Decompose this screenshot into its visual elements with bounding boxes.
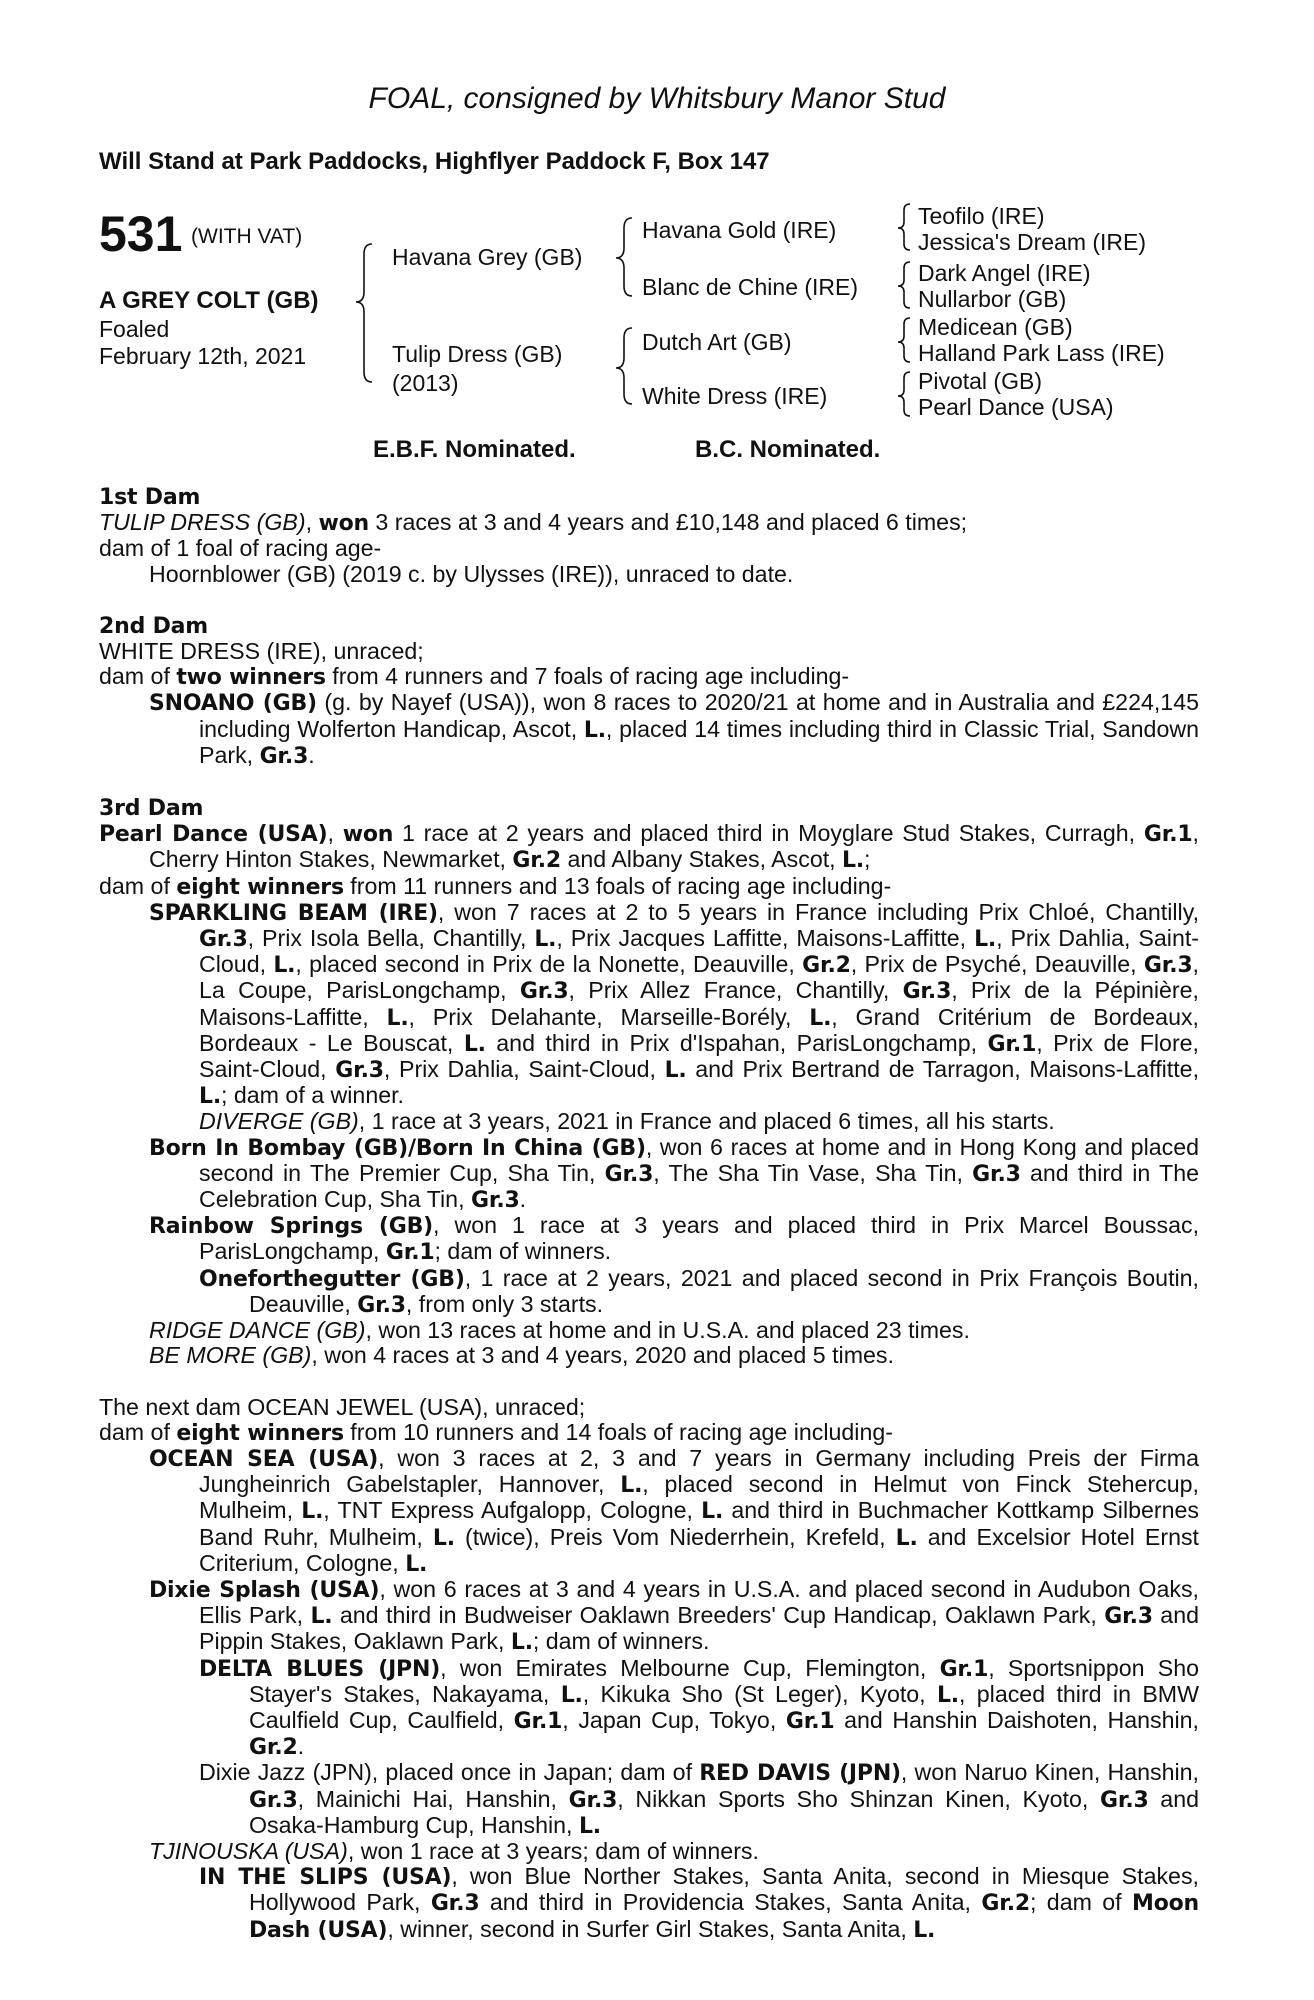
brace-main	[356, 244, 372, 382]
g3-7: Pivotal (GB)	[918, 368, 1042, 394]
next-dam-name: The next dam OCEAN JEWEL (USA), unraced;	[99, 1393, 586, 1420]
next-dam-produce: dam of eight winners from 10 runners and 14 foals of racing age including-	[99, 1418, 893, 1446]
dam: Tulip Dress (GB)	[392, 341, 563, 367]
dixie-splash-entry: Dixie Splash (USA), won 6 races at 3 and 4 years in U.S.A. and placed second in Audubon Oaks, Ellis Park, L. and third in Budweiser Oaklawn Breeders' Cup Handicap, Oaklawn Park, Gr.3 and Pippin Stakes, Oaklawn Park, L.; dam of winners.	[149, 1575, 1199, 1656]
dam-dam: White Dress (IRE)	[642, 383, 828, 409]
ebf-nomination: E.B.F. Nominated.	[373, 436, 576, 463]
sparkling-beam-entry: SPARKLING BEAM (IRE), won 7 races at 2 to 5 years in France including Prix Chloé, Chantilly, Gr.3, Prix Isola Bella, Chantilly, L., Prix Jacques Laffitte, Maisons-Laffitte, L., Prix Dahlia, Saint-Cloud, L., placed second in Prix de la Nonette, Deauville, Gr.2, Prix de Psyché, Deauville, Gr.3, La Coupe, ParisLongchamp, Gr.3, Prix Allez France, Chantilly, Gr.3, Prix de la Pépinière, Maisons-Laffitte, L., Prix Delahante, Marseille-Borély, L., Grand Critérium de Bordeaux, Bordeaux - Le Bouscat, L. and third in Prix d'Ispahan, ParisLongchamp, Gr.1, Prix de Flore, Saint-Cloud, Gr.3, Prix Dahlia, Saint-Cloud, L. and Prix Bertrand de Tarragon, Maisons-Laffitte, L.; dam of a winner.	[149, 898, 1200, 1110]
in-the-slips-entry: IN THE SLIPS (USA), won Blue Norther Stakes, Santa Anita, second in Miesque Stakes, Hollywood Park, Gr.3 and third in Providencia Stakes, Santa Anita, Gr.2; dam of Moon Dash (USA), winner, second in Surfer Girl Stakes, Santa Anita, L.	[199, 1863, 1199, 1943]
first-dam-heading: 1st Dam	[99, 485, 201, 510]
dam-year: (2013)	[392, 370, 459, 396]
born-in-bombay-entry: Born In Bombay (GB)/Born In China (GB), won 6 races at home and in Hong Kong and placed second in The Premier Cup, Sha Tin, Gr.3, The Sha Tin Vase, Sha Tin, Gr.3 and third in The Celebration Cup, Sha Tin, Gr.3.	[149, 1133, 1200, 1214]
diverge-entry: DIVERGE (GB), 1 race at 3 years, 2021 in France and placed 6 times, all his starts.	[199, 1108, 1055, 1135]
rainbow-springs-entry: Rainbow Springs (GB), won 1 race at 3 years and placed third in Prix Marcel Boussac, ParisLongchamp, Gr.1; dam of winners.	[149, 1212, 1200, 1266]
tjinouska-entry: TJINOUSKA (USA), won 1 race at 3 years; dam of winners.	[149, 1837, 759, 1864]
g3-6: Halland Park Lass (IRE)	[918, 340, 1165, 366]
first-dam-progeny: Hoornblower (GB) (2019 c. by Ulysses (IRE)), unraced to date.	[149, 560, 794, 587]
third-dam-heading: 3rd Dam	[99, 796, 204, 822]
sire: Havana Grey (GB)	[392, 244, 583, 270]
brace-g3	[898, 318, 910, 362]
pearl-dance-entry: Pearl Dance (USA), won 1 race at 2 years and placed third in Moyglare Stud Stakes, Curragh, Gr.1, Cherry Hinton Stakes, Newmarket, Gr.2 and Albany Stakes, Ascot, L.;	[99, 820, 1199, 874]
consignor-line: FOAL, consigned by Whitsbury Manor Stud	[368, 82, 946, 115]
g3-8: Pearl Dance (USA)	[918, 394, 1114, 420]
g3-2: Jessica's Dream (IRE)	[918, 229, 1147, 255]
dixie-jazz-entry: Dixie Jazz (JPN), placed once in Japan; dam of RED DAVIS (JPN), won Naruo Kinen, Hanshin, Gr.3, Mainichi Hai, Hanshin, Gr.3, Nikkan Sports Sho Shinzan Kinen, Kyoto, Gr.3 and Osaka-Hamburg Cup, Hanshin, L.	[199, 1759, 1200, 1839]
foaled-label: Foaled	[99, 316, 170, 342]
snoano-entry: SNOANO (GB) (g. by Nayef (USA)), won 8 races to 2020/21 at home and in Australia and £224,145 including Wolferton Handicap, Ascot, L., placed 14 times including third in Classic Trial, Sandown Park, Gr.3.	[149, 689, 1199, 769]
ocean-sea-entry: OCEAN SEA (USA), won 3 races at 2, 3 and 7 years in Germany including Preis der Firma Jungheinrich Gabelstapler, Hannover, L., placed second in Helmut von Finck Stehercup, Mulheim, L., TNT Express Aufgalopp, Cologne, L. and third in Buchmacher Kottkamp Silbernes Band Ruhr, Mulheim, L. (twice), Preis Vom Niederrhein, Krefeld, L. and Excelsior Hotel Ernst Criterium, Cologne, L.	[149, 1444, 1200, 1577]
sire-sire: Havana Gold (IRE)	[642, 217, 837, 243]
catalogue-body	[99, 484, 1199, 1943]
second-dam-heading: 2nd Dam	[99, 613, 209, 639]
second-dam-name: WHITE DRESS (IRE), unraced;	[99, 638, 424, 665]
bc-nomination: B.C. Nominated.	[695, 436, 881, 463]
delta-blues-entry: DELTA BLUES (JPN), won Emirates Melbourne Cup, Flemington, Gr.1, Sportsnippon Sho Stayer's Stakes, Nakayama, L., Kikuka Sho (St Leger), Kyoto, L., placed third in BMW Caulfield Cup, Caulfield, Gr.1, Japan Cup, Tokyo, Gr.1 and Hanshin Daishoten, Hanshin, Gr.2.	[199, 1654, 1199, 1761]
ridge-dance-entry: RIDGE DANCE (GB), won 13 races at home and in U.S.A. and placed 23 times.	[149, 1317, 970, 1344]
third-dam-produce: dam of eight winners from 11 runners and 13 foals of racing age including-	[99, 872, 892, 900]
oneforthegutter-entry: Oneforthegutter (GB), 1 race at 2 years, 2021 and placed second in Prix François Boutin, Deauville, Gr.3, from only 3 starts.	[199, 1264, 1199, 1318]
second-dam-produce: dam of two winners from 4 runners and 7 foals of racing age including-	[99, 663, 850, 691]
brace-g4	[898, 372, 910, 416]
brace-sire	[616, 218, 632, 296]
stand-location: Will Stand at Park Paddocks, Highflyer Paddock F, Box 147	[99, 148, 770, 175]
lot-number: 531	[99, 206, 183, 262]
vat-label: (WITH VAT)	[191, 225, 303, 248]
sire-dam: Blanc de Chine (IRE)	[642, 274, 859, 300]
be-more-entry: BE MORE (GB), won 4 races at 3 and 4 years, 2020 and placed 5 times.	[149, 1342, 894, 1369]
g3-3: Dark Angel (IRE)	[918, 260, 1091, 286]
g3-5: Medicean (GB)	[918, 314, 1073, 340]
brace-g1	[898, 204, 910, 250]
first-dam-foals: dam of 1 foal of racing age-	[99, 535, 382, 562]
foaled-date: February 12th, 2021	[99, 343, 307, 369]
dam-sire: Dutch Art (GB)	[642, 329, 792, 355]
g3-4: Nullarbor (GB)	[918, 286, 1067, 312]
lot-description: A GREY COLT (GB)	[99, 287, 319, 314]
g3-1: Teofilo (IRE)	[918, 203, 1045, 229]
first-dam-record: TULIP DRESS (GB), won 3 races at 3 and 4 years and £10,148 and placed 6 times;	[99, 509, 968, 537]
brace-g2	[898, 262, 910, 308]
brace-dam	[616, 328, 632, 404]
